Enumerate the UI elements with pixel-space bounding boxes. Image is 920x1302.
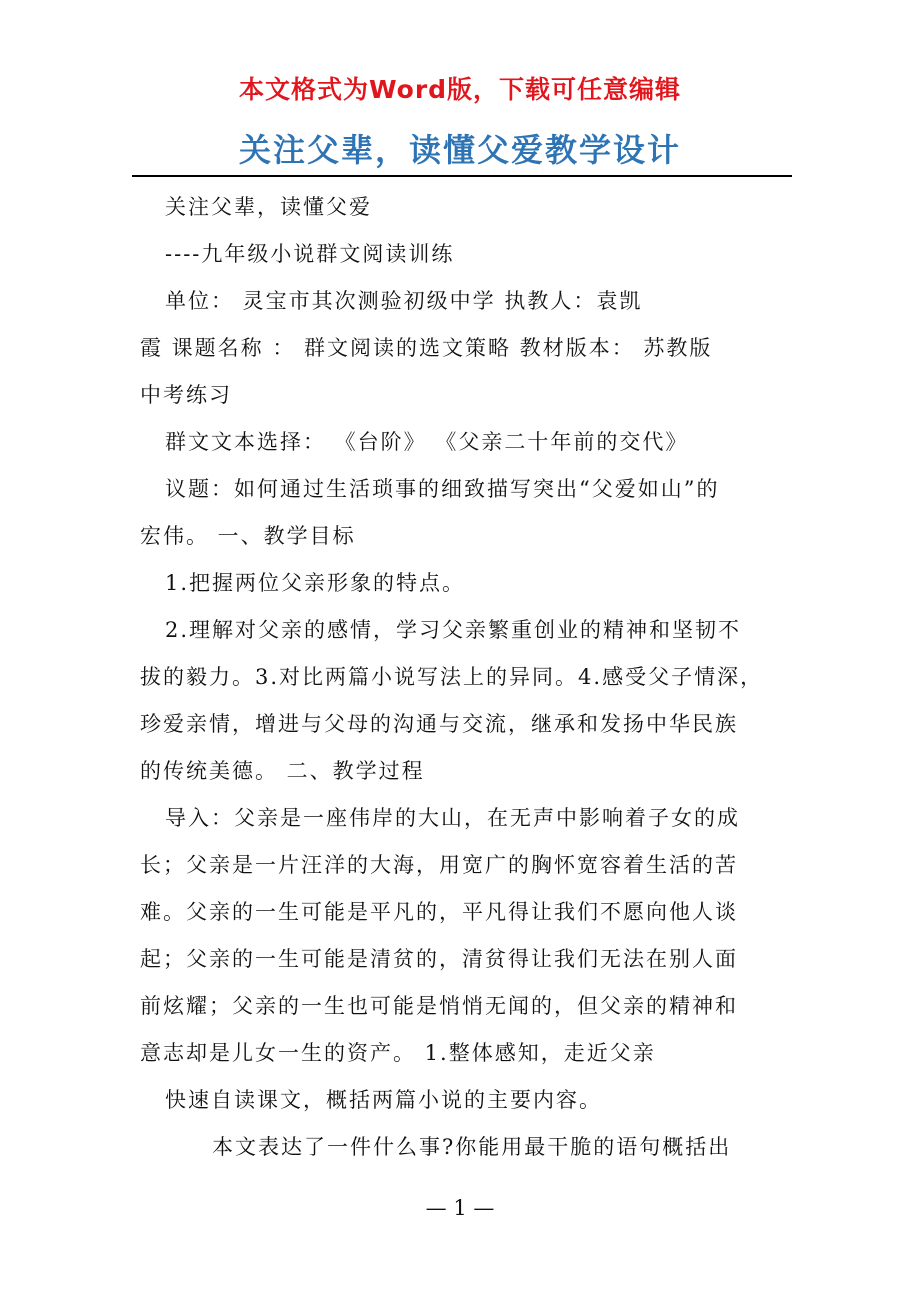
body-line: 中考练习 <box>140 383 232 407</box>
body-line: 议题：如何通过生活琐事的细致描写突出“父爱如山”的 <box>165 477 720 501</box>
body-line: 单位： 灵宝市其次测验初级中学 执教人：袁凯 <box>165 289 643 313</box>
body-line: 群文文本选择： 《台阶》 《父亲二十年前的交代》 <box>165 430 689 454</box>
body-line: 意志却是儿女一生的资产。 1.整体感知，走近父亲 <box>140 1041 656 1065</box>
body-line: 前炫耀；父亲的一生也可能是悄悄无闻的，但父亲的精神和 <box>140 994 738 1018</box>
body-line: 1.把握两位父亲形象的特点。 <box>165 571 466 595</box>
body-line: 本文表达了一件什么事?你能用最干脆的语句概括出 <box>212 1135 732 1159</box>
body-line: 长；父亲是一片汪洋的大海，用宽广的胸怀宽容着生活的苦 <box>140 853 738 877</box>
body-line: 导入：父亲是一座伟岸的大山，在无声中影响着子女的成 <box>165 806 740 830</box>
document-body <box>140 184 785 1171</box>
document-title: 关注父辈，读懂父爱教学设计 <box>238 131 681 169</box>
body-line: 宏伟。 一、教学目标 <box>140 524 356 548</box>
body-line: 快速自读课文，概括两篇小说的主要内容。 <box>165 1088 602 1112</box>
body-line: 2.理解对父亲的感情，学习父亲繁重创业的精神和坚韧不 <box>165 618 742 642</box>
body-line: 起；父亲的一生可能是清贫的，清贫得让我们无法在别人面 <box>140 947 738 971</box>
body-line: ----九年级小说群文阅读训练 <box>165 242 455 266</box>
body-line: 难。父亲的一生可能是平凡的，平凡得让我们不愿向他人谈 <box>140 900 738 924</box>
page-number: — 1 — <box>425 1196 495 1220</box>
header-rule <box>132 175 792 177</box>
format-banner: 本文格式为Word版，下载可任意编辑 <box>238 75 682 104</box>
body-line: 关注父辈，读懂父爱 <box>165 195 372 219</box>
body-line: 霞 课题名称 ： 群文阅读的选文策略 教材版本： 苏教版 <box>140 336 713 360</box>
body-line: 拔的毅力。3.对比两篇小说写法上的异同。4.感受父子情深， <box>140 665 764 689</box>
body-line: 的传统美德。 二、教学过程 <box>140 759 425 783</box>
body-line: 珍爱亲情，增进与父母的沟通与交流，继承和发扬中华民族 <box>140 712 738 736</box>
